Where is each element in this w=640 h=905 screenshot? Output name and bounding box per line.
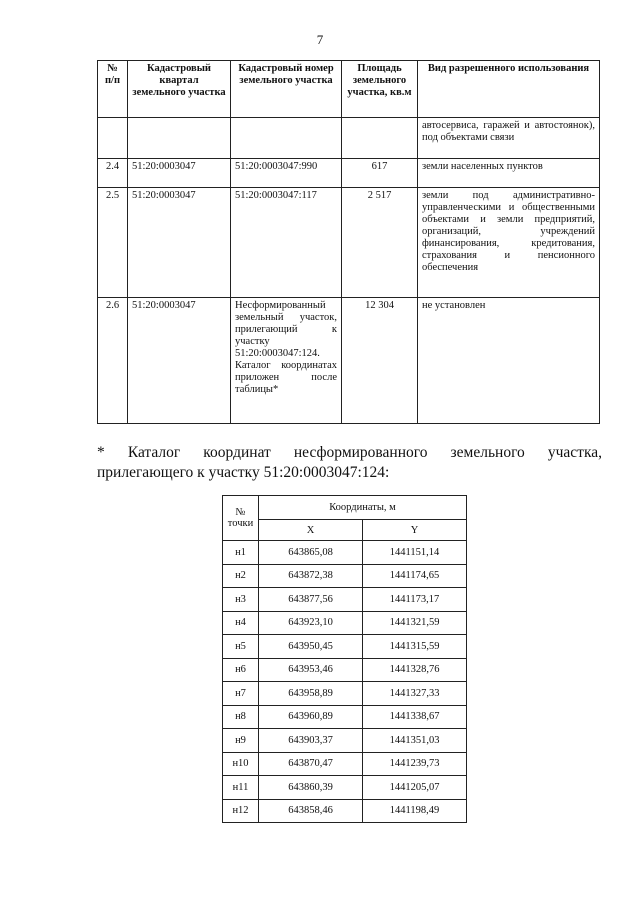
cell-x: 643950,45: [259, 635, 363, 659]
header-quarter: Кадастровый квартал земельного участка: [128, 61, 231, 118]
table-row: [223, 752, 467, 776]
cell-y: 1441205,07: [363, 776, 467, 800]
table-row: [223, 682, 467, 706]
cell-point: н4: [223, 611, 259, 635]
cell-point: н11: [223, 776, 259, 800]
cell-point: н6: [223, 658, 259, 682]
header-x: X: [259, 520, 363, 541]
cell-point: н9: [223, 729, 259, 753]
table-row: [98, 159, 600, 188]
table-row: [223, 635, 467, 659]
cell-num: 2.5: [98, 188, 128, 298]
table-row: [223, 705, 467, 729]
header-area: Площадь земельного участка, кв.м: [342, 61, 418, 118]
cell-use: земли под административно-управленческими и общественными объектами и земли предприятий, организаций, учреждений финансирования, кредитования, страхования и пенсионного обеспечения: [418, 188, 600, 298]
cell-y: 1441321,59: [363, 611, 467, 635]
cell-quarter: 51:20:0003047: [128, 159, 231, 188]
cell-cadnum: 51:20:0003047:117: [231, 188, 342, 298]
cell-y: 1441174,65: [363, 564, 467, 588]
cell-x: 643860,39: [259, 776, 363, 800]
cell-y: 1441315,59: [363, 635, 467, 659]
cell-num: [98, 118, 128, 159]
coordinates-note: * Каталог координат несформированного земельного участка, прилегающего к участку 51:20:0003047:124:: [97, 444, 602, 481]
table-row: [98, 188, 600, 298]
table-row: [223, 541, 467, 565]
cell-use: не установлен: [418, 298, 600, 424]
cell-quarter: [128, 118, 231, 159]
cell-num: 2.4: [98, 159, 128, 188]
cell-x: 643872,38: [259, 564, 363, 588]
table-row: [223, 658, 467, 682]
cell-point: н2: [223, 564, 259, 588]
cell-x: 643903,37: [259, 729, 363, 753]
cadastral-table-header: [98, 61, 600, 118]
header-use: Вид разрешенного использования: [418, 61, 600, 118]
cell-x: 643865,08: [259, 541, 363, 565]
cell-num: 2.6: [98, 298, 128, 424]
header-num: № п/п: [98, 61, 128, 118]
cell-use: земли населенных пунктов: [418, 159, 600, 188]
cell-x: 643858,46: [259, 799, 363, 823]
cell-cadnum: 51:20:0003047:990: [231, 159, 342, 188]
table-row: [223, 729, 467, 753]
cell-x: 643870,47: [259, 752, 363, 776]
cell-y: 1441327,33: [363, 682, 467, 706]
table-row: [223, 564, 467, 588]
header-y: Y: [363, 520, 467, 541]
cadastral-table: [97, 60, 600, 424]
header-cadnum: Кадастровый номер земельного участка: [231, 61, 342, 118]
table-row: [223, 611, 467, 635]
cell-area: 617: [342, 159, 418, 188]
cell-cadnum: [231, 118, 342, 159]
cell-quarter: 51:20:0003047: [128, 298, 231, 424]
cell-x: 643960,89: [259, 705, 363, 729]
cell-area: 12 304: [342, 298, 418, 424]
cell-point: н3: [223, 588, 259, 612]
cell-point: н7: [223, 682, 259, 706]
table-row: [223, 776, 467, 800]
cell-point: н1: [223, 541, 259, 565]
cell-y: 1441151,14: [363, 541, 467, 565]
table-row: [98, 298, 600, 424]
cell-x: 643958,89: [259, 682, 363, 706]
page-number: 7: [316, 32, 324, 47]
cell-point: н5: [223, 635, 259, 659]
cell-point: н10: [223, 752, 259, 776]
coordinates-table: [222, 495, 467, 823]
cell-cadnum: Несформированный земельный участок, прилегающий к участку 51:20:0003047:124. Каталог координатах приложен после таблицы*: [231, 298, 342, 424]
cell-x: 643953,46: [259, 658, 363, 682]
cell-area: 2 517: [342, 188, 418, 298]
cell-y: 1441328,76: [363, 658, 467, 682]
cell-use: автосервиса, гаражей и автостоянок), под объектами связи: [418, 118, 600, 159]
cell-y: 1441351,03: [363, 729, 467, 753]
coordinates-header-row: [223, 496, 467, 520]
cell-y: 1441239,73: [363, 752, 467, 776]
table-row: [223, 799, 467, 823]
cell-x: 643923,10: [259, 611, 363, 635]
cell-x: 643877,56: [259, 588, 363, 612]
cell-y: 1441338,67: [363, 705, 467, 729]
header-point: № точки: [223, 496, 259, 541]
cell-area: [342, 118, 418, 159]
coordinates-subheader-row: [223, 520, 467, 541]
cell-y: 1441198,49: [363, 799, 467, 823]
table-row: [223, 588, 467, 612]
header-coordinates: Координаты, м: [259, 496, 467, 520]
cell-y: 1441173,17: [363, 588, 467, 612]
cell-point: н12: [223, 799, 259, 823]
cell-point: н8: [223, 705, 259, 729]
cell-quarter: 51:20:0003047: [128, 188, 231, 298]
table-row: [98, 118, 600, 159]
